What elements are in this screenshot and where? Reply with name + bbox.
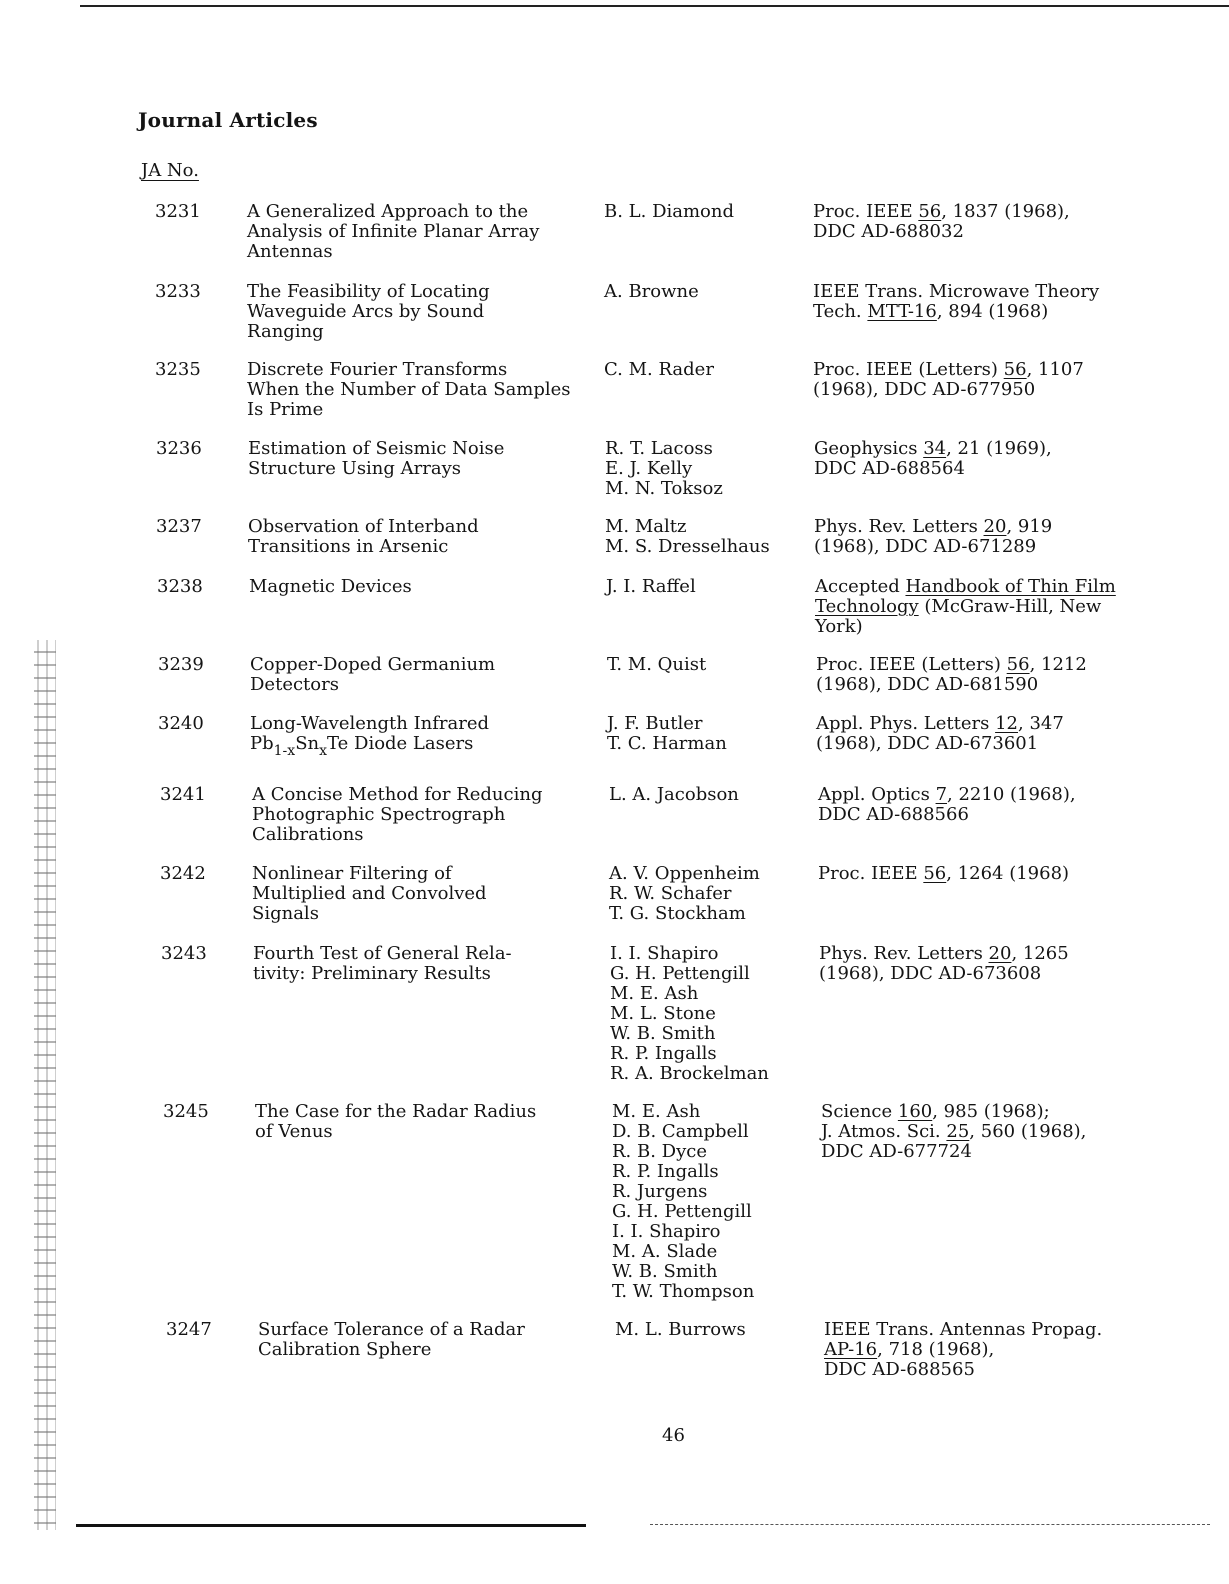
article-citation: Phys. Rev. Letters 20, 919 (1968), DDC AD-671289 bbox=[814, 516, 1053, 557]
article-title: The Case for the Radar Radius of Venus bbox=[255, 1101, 537, 1142]
article-citation: Proc. IEEE 56, 1264 (1968) bbox=[818, 863, 1070, 884]
article-entry-3237 bbox=[156, 516, 1216, 557]
article-title: Discrete Fourier Transforms When the Number of Data Samples Is Prime bbox=[247, 359, 571, 420]
article-authors: A. V. Oppenheim R. W. Schafer T. G. Stockham bbox=[609, 863, 760, 924]
ja-number: 3236 bbox=[156, 438, 202, 459]
article-entry-3243 bbox=[161, 943, 1221, 1084]
article-entry-3247 bbox=[166, 1319, 1226, 1380]
article-entry-3238 bbox=[157, 576, 1217, 637]
ja-number: 3235 bbox=[155, 359, 201, 380]
article-entry-3236 bbox=[156, 438, 1216, 499]
article-authors: M. L. Burrows bbox=[615, 1319, 746, 1340]
article-citation: Appl. Phys. Letters 12, 347 (1968), DDC AD-673601 bbox=[816, 713, 1064, 754]
article-citation: Science 160, 985 (1968); J. Atmos. Sci. 25, 560 (1968), DDC AD-677724 bbox=[821, 1101, 1087, 1162]
article-citation: IEEE Trans. Antennas Propag. AP-16, 718 (1968), DDC AD-688565 bbox=[824, 1319, 1103, 1380]
article-authors: J. I. Raffel bbox=[606, 576, 696, 597]
article-authors: I. I. Shapiro G. H. Pettengill M. E. Ash M. L. Stone W. B. Smith R. P. Ingalls R. A. Brockelman bbox=[610, 943, 769, 1084]
article-citation: Appl. Optics 7, 2210 (1968), DDC AD-688566 bbox=[818, 784, 1076, 825]
article-citation: Proc. IEEE 56, 1837 (1968), DDC AD-688032 bbox=[813, 201, 1070, 242]
article-title: A Concise Method for Reducing Photographic Spectrograph Calibrations bbox=[252, 784, 543, 845]
ja-number: 3241 bbox=[160, 784, 206, 805]
article-entry-3239 bbox=[158, 654, 1218, 695]
article-entry-3241 bbox=[160, 784, 1220, 845]
article-title: A Generalized Approach to the Analysis of Infinite Planar Array Antennas bbox=[247, 201, 540, 262]
article-citation: Phys. Rev. Letters 20, 1265 (1968), DDC AD-673608 bbox=[819, 943, 1069, 984]
ja-number: 3247 bbox=[166, 1319, 212, 1340]
page-number: 46 bbox=[662, 1425, 685, 1446]
bottom-rule-right bbox=[650, 1524, 1210, 1525]
article-entry-3240 bbox=[158, 713, 1218, 759]
article-citation: Proc. IEEE (Letters) 56, 1212 (1968), DDC AD-681590 bbox=[816, 654, 1087, 695]
article-authors: T. M. Quist bbox=[607, 654, 707, 675]
article-authors: M. Maltz M. S. Dresselhaus bbox=[605, 516, 770, 557]
article-entry-3245 bbox=[163, 1101, 1223, 1302]
top-rule bbox=[80, 5, 1229, 7]
article-citation: Proc. IEEE (Letters) 56, 1107 (1968), DDC AD-677950 bbox=[813, 359, 1084, 400]
ja-number: 3239 bbox=[158, 654, 204, 675]
article-entry-3235 bbox=[155, 359, 1215, 420]
article-authors: L. A. Jacobson bbox=[609, 784, 739, 805]
article-title: Copper-Doped Germanium Detectors bbox=[250, 654, 496, 695]
article-authors: C. M. Rader bbox=[604, 359, 714, 380]
ja-number: 3242 bbox=[160, 863, 206, 884]
ja-number-column-label: JA No. bbox=[141, 160, 199, 181]
article-title: The Feasibility of Locating Waveguide Arcs by Sound Ranging bbox=[247, 281, 490, 342]
article-authors: M. E. Ash D. B. Campbell R. B. Dyce R. P. Ingalls R. Jurgens G. H. Pettengill I. I. Shapiro M. A. Slade W. B. Smith T. W. Thompson bbox=[612, 1101, 755, 1302]
article-title: Observation of Interband Transitions in Arsenic bbox=[248, 516, 479, 557]
article-title: Fourth Test of General Rela- tivity: Preliminary Results bbox=[253, 943, 512, 984]
ja-number: 3243 bbox=[161, 943, 207, 964]
article-citation: Geophysics 34, 21 (1969), DDC AD-688564 bbox=[814, 438, 1052, 479]
ja-number: 3245 bbox=[163, 1101, 209, 1122]
article-authors: R. T. Lacoss E. J. Kelly M. N. Toksoz bbox=[605, 438, 723, 499]
article-authors: A. Browne bbox=[604, 281, 699, 302]
ja-number: 3238 bbox=[157, 576, 203, 597]
ja-number: 3233 bbox=[155, 281, 201, 302]
article-entry-3242 bbox=[160, 863, 1220, 924]
article-title: Surface Tolerance of a Radar Calibration Sphere bbox=[258, 1319, 525, 1360]
article-entry-3233 bbox=[155, 281, 1215, 342]
section-heading: Journal Articles bbox=[138, 108, 318, 132]
ja-number: 3240 bbox=[158, 713, 204, 734]
article-citation: IEEE Trans. Microwave Theory Tech. MTT-16, 894 (1968) bbox=[813, 281, 1100, 322]
article-citation: Accepted Handbook of Thin Film Technology (McGraw-Hill, New York) bbox=[815, 576, 1116, 637]
scan-margin-artifact bbox=[34, 640, 56, 1530]
article-title: Nonlinear Filtering of Multiplied and Convolved Signals bbox=[252, 863, 487, 924]
ja-number: 3231 bbox=[155, 201, 201, 222]
ja-number: 3237 bbox=[156, 516, 202, 537]
article-title: Estimation of Seismic Noise Structure Using Arrays bbox=[248, 438, 505, 479]
article-entry-3231 bbox=[155, 201, 1215, 262]
article-authors: J. F. Butler T. C. Harman bbox=[607, 713, 727, 754]
article-title: Magnetic Devices bbox=[249, 576, 412, 597]
article-title: Long-Wavelength Infrared $Pb_{1-x}Sn_xTe$ Diode Lasers bbox=[250, 713, 490, 759]
article-authors: B. L. Diamond bbox=[604, 201, 735, 222]
bottom-rule-left bbox=[76, 1524, 586, 1527]
